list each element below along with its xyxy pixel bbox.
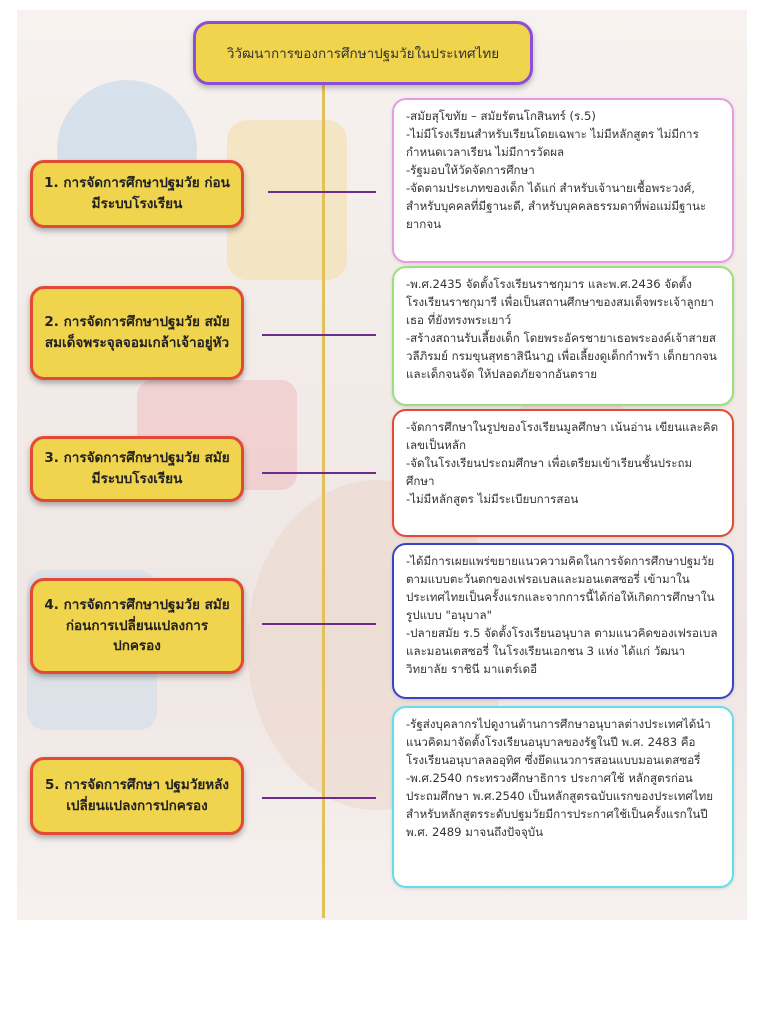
era-box-4: 4. การจัดการศึกษาปฐมวัย สมัยก่อนการเปลี่ยนแปลงการปกครอง bbox=[30, 578, 244, 674]
detail-line: -รัฐส่งบุคลากรไปดูงานด้านการศึกษาอนุบาลต่างประเทศได้นำแนวคิดมาจัดตั้งโรงเรียนอนุบาลของรัฐในปี พ.ศ. 2483 คือ โรงเรียนอนุบาลลออุทิศ ซึ่งยึดแนวการสอนแบบมอนเตสซอรี่ bbox=[406, 717, 711, 767]
detail-line: -ไม่มีโรงเรียนสำหรับเรียนโดยเฉพาะ ไม่มีหลักสูตร ไม่มีการกำหนดเวลาเรียน ไม่มีการวัดผล bbox=[406, 126, 699, 159]
detail-line: -สร้างสถานรับเลี้ยงเด็ก โดยพระอัครชายาเธอพระองค์เจ้าสายสวลีภิรมย์ กรมขุนสุทธาสินีนาฏ เพื่อเลี้ยงดูเด็กกำพร้า เด็กยากจน และเด็กจนจัด ให้ปลอดภัยจากอันตราย bbox=[406, 330, 717, 381]
detail-line: -ได้มีการเผยแพร่ขยายแนวความคิดในการจัดการศึกษาปฐมวัยตามแบบตะวันตกของเฟรอเบลและมอนเตสซอรี่ เข้ามาในประเทศไทยเป็นครั้งแรกและจากการนี้ได้ก่อให้เกิดการศึกษาในรูปแบบ "อนุบาล" bbox=[406, 554, 715, 622]
detail-box-3 bbox=[392, 409, 734, 537]
detail-line: -พ.ศ.2540 กระทรวงศึกษาธิการ ประกาศใช้ หลักสูตรก่อนประถมศึกษา พ.ศ.2540 เป็นหลักสูตรฉบับแรกของประเทศไทย สำหรับหลักสูตรระดับปฐมวัยมีการประกาศใช้เป็นครั้งแรกในปี พ.ศ. 2489 มาจนถึงปัจจุบัน bbox=[406, 770, 714, 839]
era-box-5: 5. การจัดการศึกษา ปฐมวัยหลังเปลี่ยนแปลงการปกครอง bbox=[30, 757, 244, 835]
background-decoration bbox=[227, 120, 347, 280]
connector-4 bbox=[262, 623, 376, 625]
detail-box-2 bbox=[392, 266, 734, 406]
detail-line: -พ.ศ.2435 จัดตั้งโรงเรียนราชกุมาร และพ.ศ.2436 จัดตั้งโรงเรียนราชกุมารี เพื่อเป็นสถานศึกษาของสมเด็จพระเจ้าลูกยาเธอ ที่ยังทรงพระเยาว์ bbox=[406, 277, 714, 327]
era-box-2: 2. การจัดการศึกษาปฐมวัย สมัยสมเด็จพระจุลจอมเกล้าเจ้าอยู่หัว bbox=[30, 286, 244, 380]
connector-2 bbox=[262, 334, 376, 336]
detail-box-5 bbox=[392, 706, 734, 888]
detail-line: -ปลายสมัย ร.5 จัดตั้งโรงเรียนอนุบาล ตามแนวคิดของเฟรอเบลและมอนเตสซอรี่ ในโรงเรียนเอกชน 3 แห่ง ได้แก่ วัฒนาวิทยาลัย ราชินี มาแตร์เดอี bbox=[406, 625, 718, 676]
era-box-1: 1. การจัดการศึกษาปฐมวัย ก่อนมีระบบโรงเรียน bbox=[30, 160, 244, 228]
detail-line: -จัดการศึกษาในรูปของโรงเรียนมูลศึกษา เน้นอ่าน เขียนและคิดเลขเป็นหลัก bbox=[406, 420, 719, 452]
detail-line: -รัฐมอบให้วัดจัดการศึกษา bbox=[406, 162, 535, 177]
detail-line: -จัดในโรงเรียนประถมศึกษา เพื่อเตรียมเข้าเรียนชั้นประถมศึกษา bbox=[406, 455, 693, 488]
detail-line: -จัดตามประเภทของเด็ก ได้แก่ สำหรับเจ้านายเชื้อพระวงศ์, สำหรับบุคคลที่มีฐานะดี, สำหรับบุคคลธรรมดาที่พ่อแม่มีฐานะยากจน bbox=[406, 180, 707, 231]
connector-5 bbox=[262, 797, 376, 799]
timeline-spine bbox=[322, 78, 325, 918]
detail-box-4 bbox=[392, 543, 734, 699]
detail-line: -สมัยสุโขทัย – สมัยรัตนโกสินทร์ (ร.5) bbox=[406, 109, 596, 123]
detail-box-1 bbox=[392, 98, 734, 263]
era-box-3: 3. การจัดการศึกษาปฐมวัย สมัยมีระบบโรงเรียน bbox=[30, 436, 244, 502]
connector-3 bbox=[262, 472, 376, 474]
diagram-title: วิวัฒนาการของการศึกษาปฐมวัยในประเทศไทย bbox=[193, 21, 533, 85]
connector-1 bbox=[268, 191, 376, 193]
detail-line: -ไม่มีหลักสูตร ไม่มีระเบียบการสอน bbox=[406, 491, 579, 506]
